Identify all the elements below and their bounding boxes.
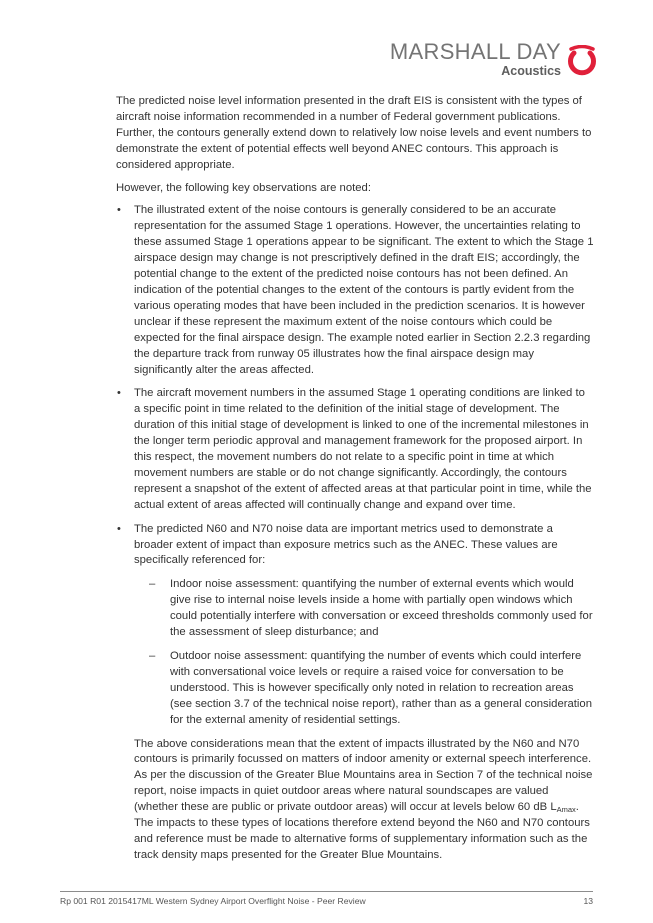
- dash-marker: –: [149, 650, 156, 662]
- metric-use-list: [134, 577, 594, 728]
- observation-list: [116, 203, 594, 728]
- company-logo: [372, 40, 597, 82]
- intro-paragraph: The predicted noise level information presented in the draft EIS is consistent with the types of aircraft noise information recommended in a number of Federal government publications. Further, the contours generally extend down to relatively low noise levels and event numbers to demonstrate the extent of potential effects well beyond ANEC contours. This approach is considered appropriate.: [116, 95, 592, 171]
- observation-text: The predicted N60 and N70 noise data are important metrics used to demonstrate a broader extent of impact than exposure metrics such as the ANEC. These values are specifically referenced for:: [134, 522, 558, 567]
- observation-text: The aircraft movement numbers in the assumed Stage 1 operating conditions are linked to a specific point in time related to the definition of the initial stage of development. The duration of this initial stage of development is linked to one of the incremental milestones in the longer term periodic approval and management framework for the proposed airport. In this respect, the movement numbers do not relate to a specific point in time at which movement numbers are stable or do not change significantly. Accordingly, the contours represent a snapshot of the extent of affected areas at that particular point in time, while the actual extent of areas affected will continually change and expand over time.: [134, 387, 592, 511]
- metric-use-text: Indoor noise assessment: quantifying the number of external events which would give rise to internal noise levels inside a home with partially open windows which could potentially interfere with conversation or exceed thresholds commonly used for the assessment of sleep disturbance; and: [170, 578, 593, 639]
- closing-text-end: . The impacts to these types of locations therefore extend beyond the N60 and N70 contours and reference must be made to alternative forms of supplementary information such as the track density maps presented for the Greater Blue Mountains.: [134, 801, 590, 861]
- observation-text: The illustrated extent of the noise contours is generally considered to be an accurate representation for the assumed Stage 1 operations. However, the uncertainties relating to these assumed Stage 1 operations appear to be significant. The extent to which the Stage 1 airspace design may change is not prescriptively defined in the draft EIS; accordingly, the potential change to the extent of the predicted noise contours has not been defined. An indication of the potential changes to the extent of the contours is partly evident from the various operating modes that have been included in the prediction scenarios. It is however unclear if these represent the maximum extent of the noise contours which could be expected for the final airspace design. The example noted earlier in Section 2.2.3 regarding the departure track from runway 05 illustrates how the final airspace design may significantly alter the areas affected.: [134, 204, 594, 376]
- lamax-subscript: Amax: [556, 805, 576, 815]
- footer-page-number: 13: [583, 896, 593, 906]
- logo-subtext: Acoustics: [501, 64, 561, 78]
- observations-lead-in: However, the following key observations are noted:: [116, 181, 371, 194]
- dash-marker: –: [149, 578, 156, 591]
- footer-divider: [60, 891, 593, 892]
- bullet-marker: •: [117, 204, 121, 217]
- logo-mark-icon: [567, 45, 597, 79]
- document-body: [116, 94, 594, 864]
- footer-document-reference: Rp 001 R01 2015417ML Western Sydney Airport Overflight Noise - Peer Review: [60, 896, 366, 906]
- bullet-marker: •: [117, 387, 121, 400]
- metric-use-item: [134, 649, 594, 729]
- metric-use-item: [134, 577, 594, 641]
- closing-paragraph: [116, 737, 594, 864]
- metric-use-text: Outdoor noise assessment: quantifying the number of events which could interfere with conversational voice levels or require a raised voice for conversation to be understood. This is however specifically only noted in relation to recreation areas (see section 3.7 of the technical noise report), rather than as a general consideration for the external amenity of residential settings.: [170, 650, 593, 726]
- bullet-marker: •: [117, 522, 121, 535]
- observation-item: [116, 522, 594, 729]
- observation-item: [116, 386, 594, 513]
- logo-brand-text: MARSHALL DAY: [389, 39, 561, 64]
- observation-item: [116, 203, 594, 378]
- closing-text-start: The above considerations mean that the extent of impacts illustrated by the N60 and N70 contours is primarily focussed on matters of indoor amenity or external speech interference. As per the discussion of the Greater Blue Mountains area in Section 7 of the technical noise report, noise impacts in quiet outdoor areas where natural soundscapes are valued (whether these are public or private outdoor areas) will occur at levels below 60 dB L: [134, 737, 593, 814]
